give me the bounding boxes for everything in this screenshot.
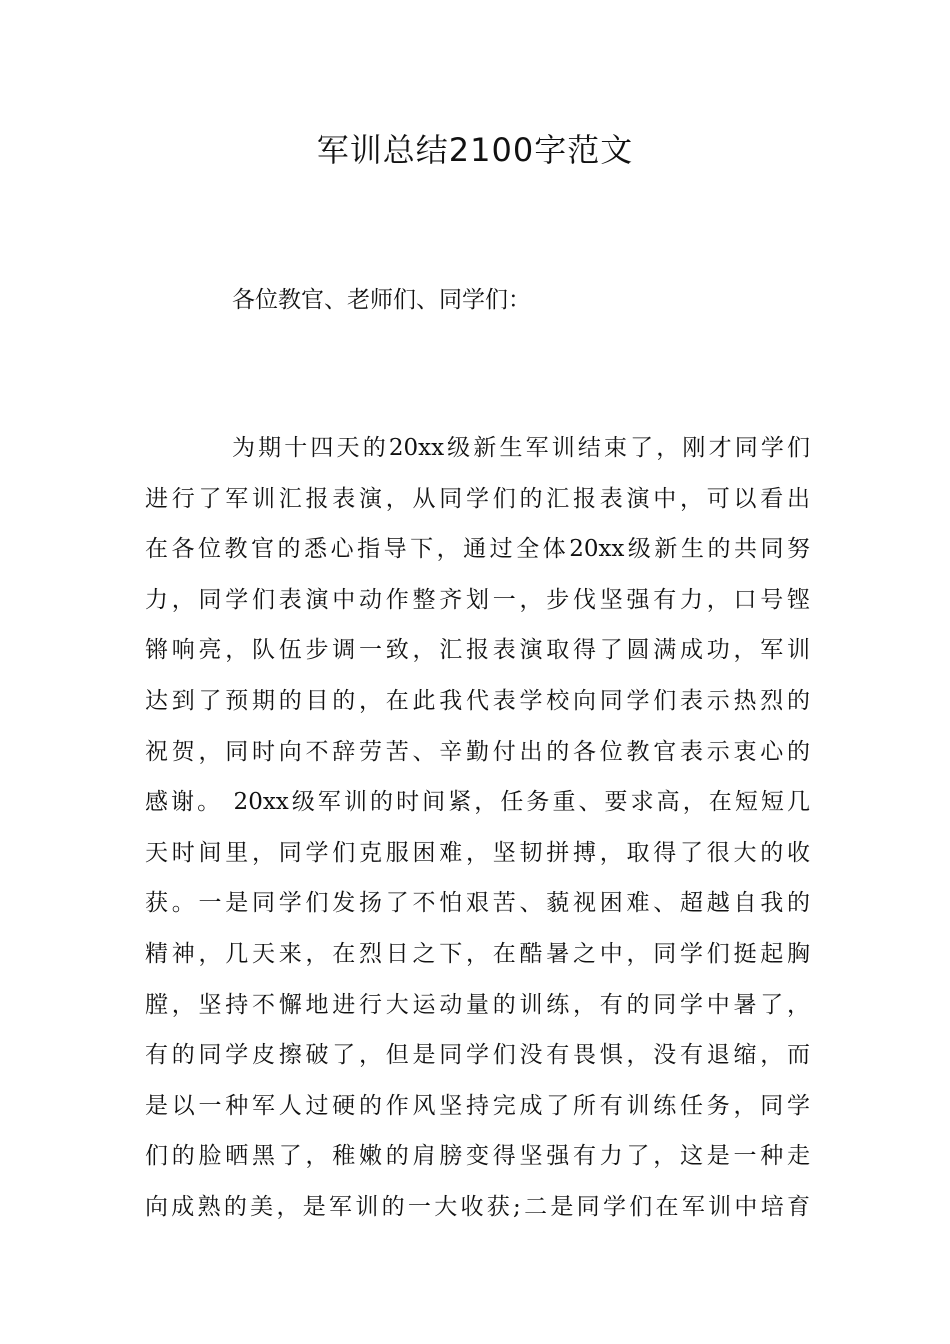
salutation: 各位教官、老师们、同学们： (232, 287, 531, 313)
paragraph-line: 精神，几天来，在烈日之下，在酷暑之中，同学们挺起胸 (145, 940, 810, 967)
paragraph-line: 膛，坚持不懈地进行大运动量的训练，有的同学中暑了， (145, 991, 810, 1018)
paragraph-line: 们的脸晒黑了，稚嫩的肩膀变得坚强有力了，这是一种走 (145, 1143, 810, 1170)
paragraph-line: 在各位教官的悉心指导下，通过全体20xx级新生的共同努 (145, 536, 810, 563)
paragraph-line: 力，同学们表演中动作整齐划一，步伐坚强有力，口号铿 (145, 586, 810, 613)
paragraph-line: 天时间里，同学们克服困难，坚韧拼搏，取得了很大的收 (145, 839, 810, 866)
paragraph-line: 为期十四天的20xx级新生军训结束了，刚才同学们 (232, 435, 810, 461)
document-title: 军训总结2100字范文 (316, 131, 634, 169)
paragraph-line: 获。一是同学们发扬了不怕艰苦、藐视困难、超越自我的 (145, 890, 810, 917)
paragraph-line: 感谢。 20xx级军训的时间紧，任务重、要求高，在短短几 (145, 789, 810, 816)
paragraph-line: 有的同学皮擦破了，但是同学们没有畏惧，没有退缩，而 (145, 1042, 810, 1069)
paragraph-line: 锵响亮，队伍步调一致，汇报表演取得了圆满成功，军训 (145, 637, 810, 664)
paragraph-line: 向成熟的美，是军训的一大收获;二是同学们在军训中培育 (145, 1193, 810, 1220)
paragraph-line: 是以一种军人过硬的作风坚持完成了所有训练任务，同学 (145, 1092, 810, 1119)
paragraph-line: 达到了预期的目的，在此我代表学校向同学们表示热烈的 (145, 687, 810, 714)
paragraph-line: 祝贺，同时向不辞劳苦、辛勤付出的各位教官表示衷心的 (145, 738, 810, 765)
body-paragraph (145, 428, 810, 1238)
paragraph-line: 进行了军训汇报表演，从同学们的汇报表演中，可以看出 (145, 485, 810, 512)
